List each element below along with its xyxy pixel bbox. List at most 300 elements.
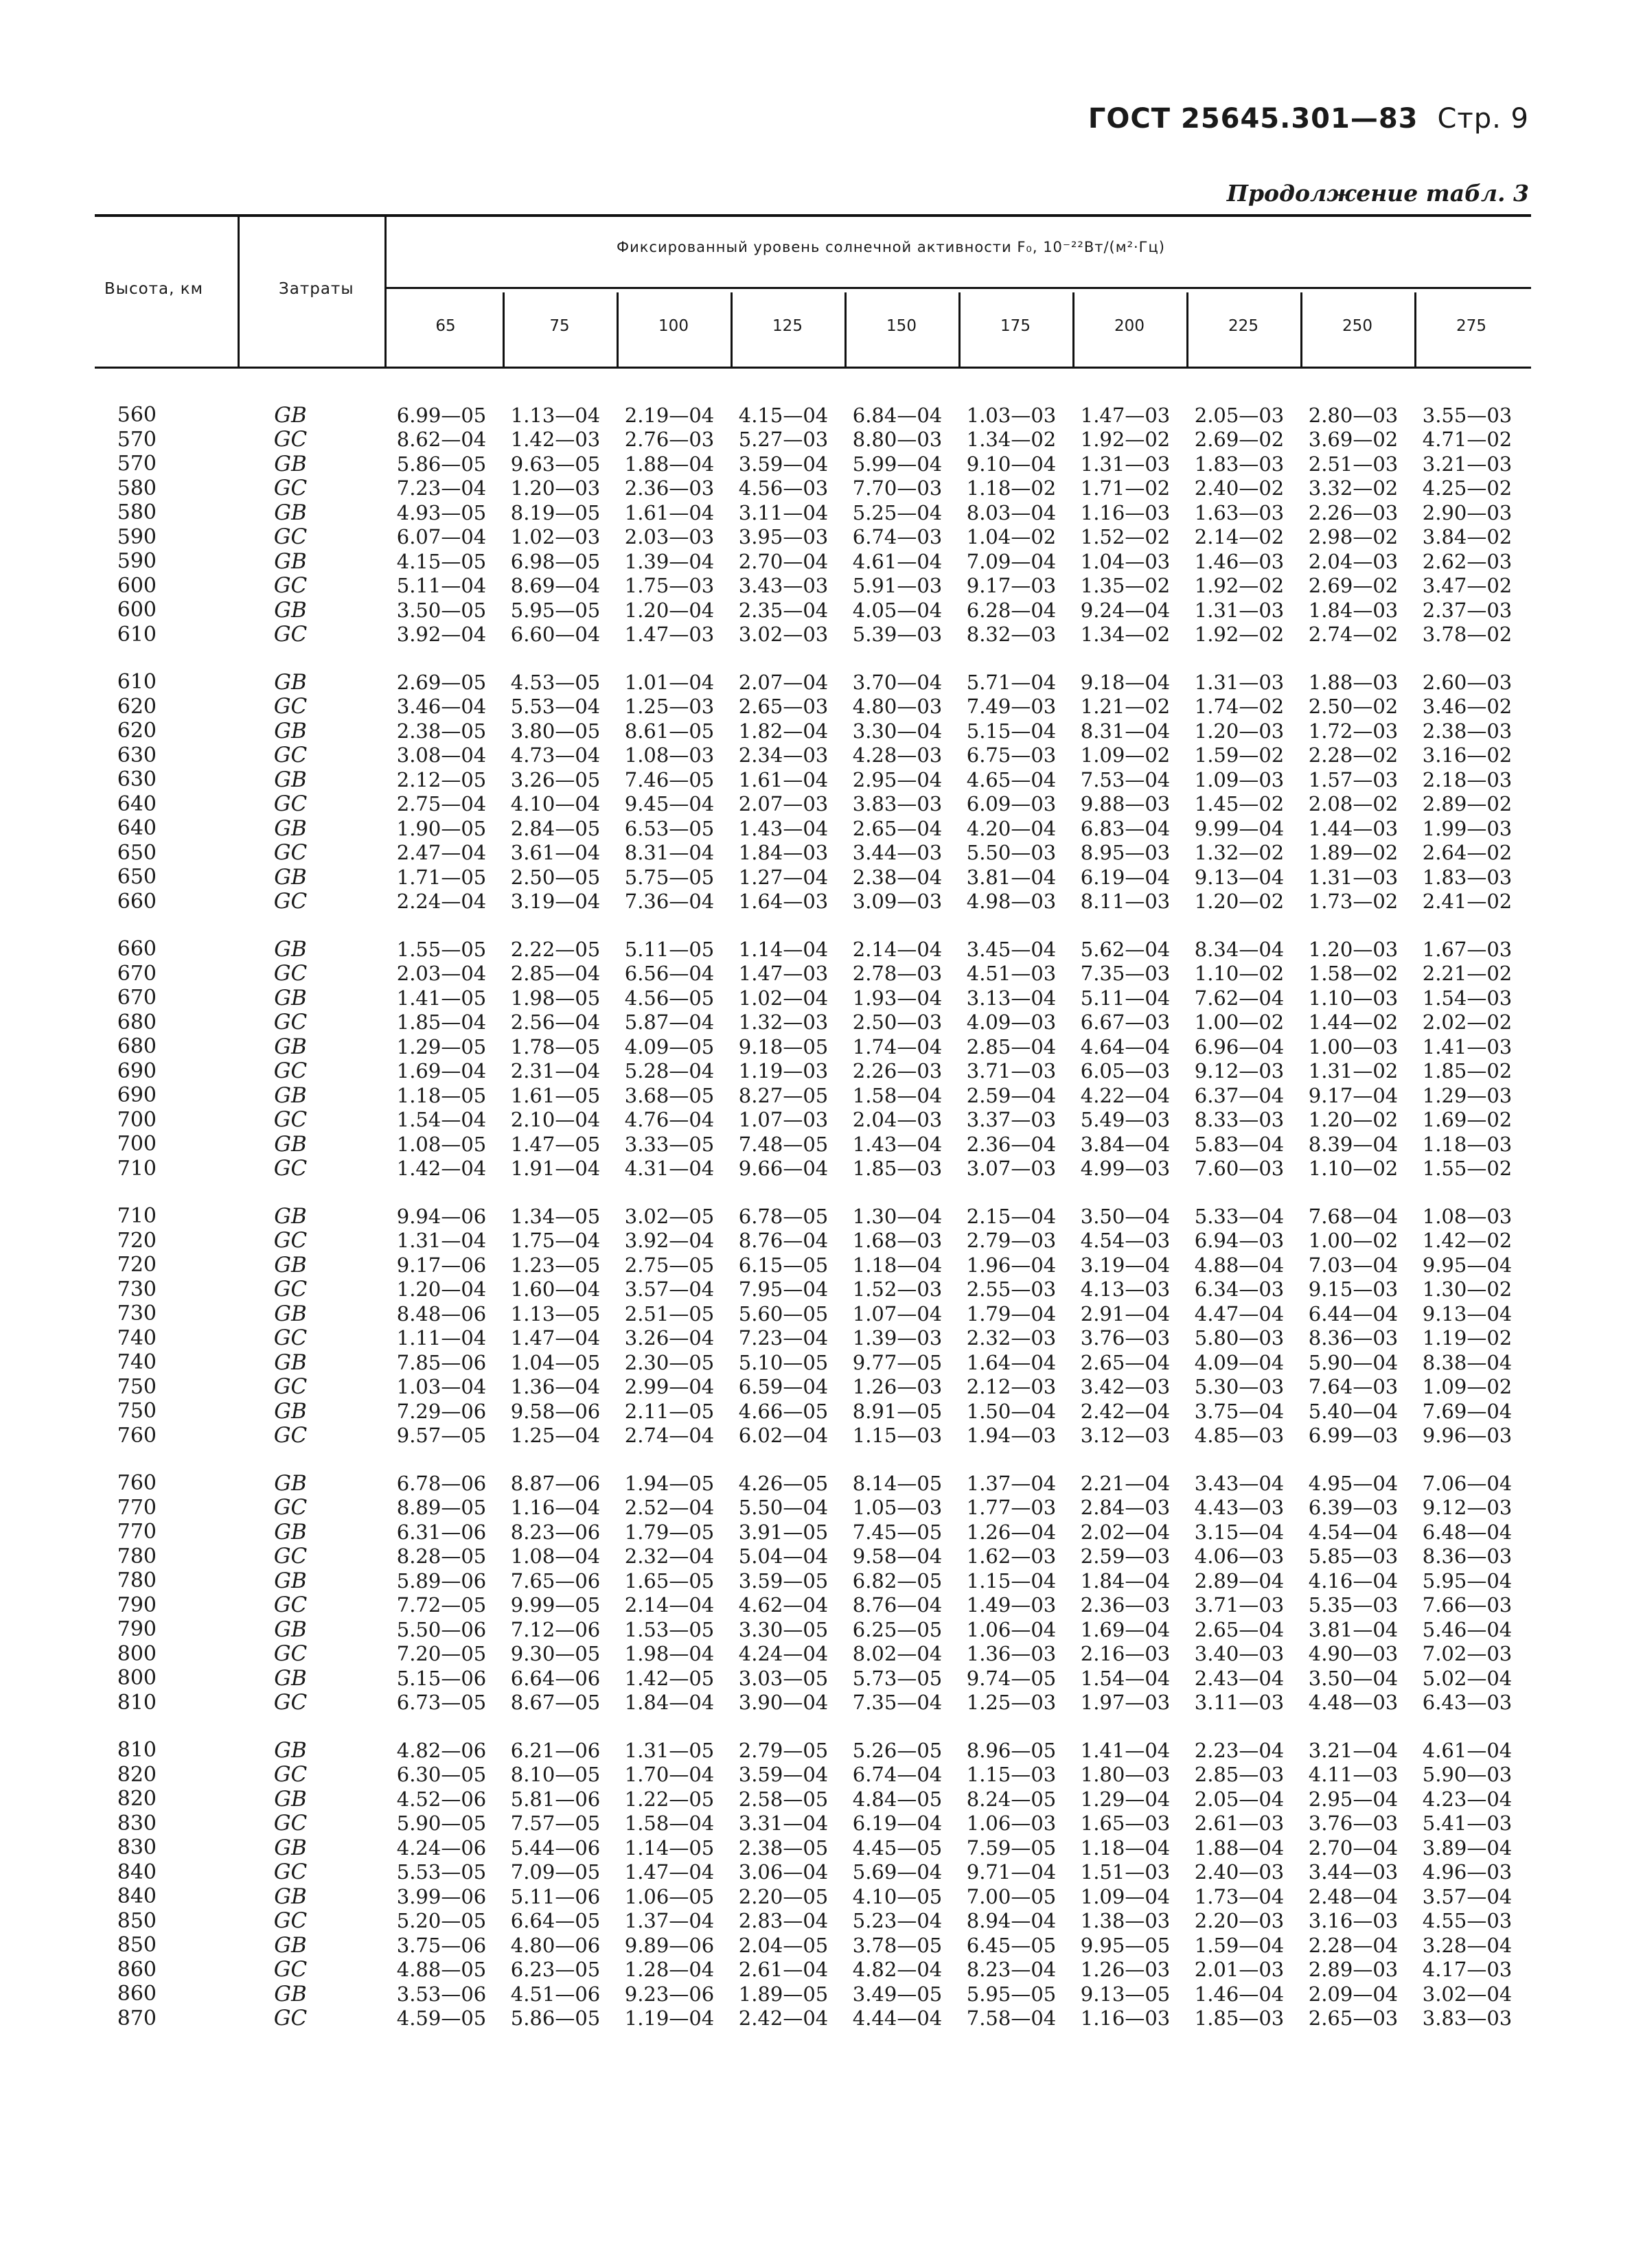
value-cell: 2.07—03 (738, 792, 829, 816)
table-row (95, 1301, 1531, 1326)
solar-activity-group-header: Фиксированный уровень солнечной активности F₀, 10⁻²²Вт/(м²·Гц) (617, 239, 1165, 255)
value-cell: 2.61—03 (1194, 1812, 1285, 1836)
value-cell: 5.95—05 (510, 598, 601, 622)
cost-cell: GC (273, 1228, 308, 1253)
cost-cell: GB (274, 767, 307, 792)
value-cell: 4.15—04 (738, 403, 829, 427)
value-cell: 3.59—04 (738, 1763, 829, 1787)
value-cell: 4.09—03 (966, 1010, 1057, 1034)
value-cell: 1.20—03 (1194, 719, 1285, 743)
value-cell: 1.58—02 (1308, 962, 1399, 986)
cost-cell: GB (274, 1470, 307, 1496)
value-cell: 7.46—05 (624, 767, 715, 791)
altitude-cell: 850 (117, 1908, 157, 1933)
altitude-cell: 560 (117, 403, 157, 428)
value-cell: 1.20—03 (1308, 937, 1399, 961)
value-cell: 5.23—04 (852, 1909, 943, 1933)
value-cell: 2.15—04 (966, 1204, 1057, 1228)
table-row (95, 937, 1531, 962)
cost-cell: GB (274, 597, 307, 623)
value-cell: 7.59—05 (966, 1836, 1057, 1860)
value-cell: 2.03—03 (624, 525, 715, 549)
value-cell: 5.50—06 (396, 1617, 487, 1641)
value-cell: 1.20—02 (1308, 1108, 1399, 1132)
value-cell: 6.43—03 (1422, 1691, 1513, 1715)
header-tick (1300, 292, 1302, 367)
altitude-cell: 660 (117, 889, 157, 914)
value-cell: 1.90—05 (396, 816, 487, 840)
value-cell: 1.74—04 (852, 1034, 943, 1058)
value-cell: 4.25—02 (1422, 476, 1513, 500)
value-cell: 4.55—03 (1422, 1909, 1513, 1933)
value-cell: 3.40—03 (1194, 1642, 1285, 1666)
value-cell: 7.57—05 (510, 1812, 601, 1836)
value-cell: 8.95—03 (1080, 841, 1171, 865)
value-cell: 1.32—02 (1194, 841, 1285, 865)
flux-level-header: 225 (1228, 317, 1259, 335)
altitude-column-header: Высота, км (104, 280, 204, 298)
value-cell: 1.41—04 (1080, 1738, 1171, 1762)
value-cell: 6.05—03 (1080, 1059, 1171, 1083)
value-cell: 1.57—03 (1308, 767, 1399, 791)
value-cell: 6.02—04 (738, 1424, 829, 1448)
value-cell: 3.21—04 (1308, 1738, 1399, 1762)
header-tick (617, 292, 619, 367)
value-cell: 3.43—03 (738, 574, 829, 598)
value-cell: 7.03—04 (1308, 1253, 1399, 1277)
cost-cell: GB (274, 864, 307, 890)
header-tick (958, 292, 961, 367)
header-divider (238, 217, 240, 367)
value-cell: 2.74—02 (1308, 623, 1399, 647)
value-cell: 2.38—05 (738, 1836, 829, 1860)
table-row (95, 1958, 1531, 1982)
value-cell: 7.60—03 (1194, 1157, 1285, 1181)
value-cell: 4.90—03 (1308, 1642, 1399, 1666)
value-cell: 1.43—04 (852, 1132, 943, 1156)
value-cell: 6.99—05 (396, 403, 487, 427)
value-cell: 9.95—04 (1422, 1253, 1513, 1277)
value-cell: 1.26—04 (966, 1520, 1057, 1544)
value-cell: 1.09—02 (1080, 743, 1171, 767)
page-header (1088, 103, 1529, 135)
value-cell: 6.21—06 (510, 1738, 601, 1762)
cost-cell: GB (274, 451, 307, 476)
altitude-cell: 710 (117, 1204, 157, 1229)
value-cell: 2.89—04 (1194, 1569, 1285, 1593)
value-cell: 1.89—02 (1308, 841, 1399, 865)
table-row (95, 695, 1531, 719)
value-cell: 1.71—02 (1080, 476, 1171, 500)
value-cell: 1.96—04 (966, 1253, 1057, 1277)
table-row (95, 670, 1531, 695)
altitude-cell: 600 (117, 573, 157, 598)
value-cell: 9.71—04 (966, 1860, 1057, 1884)
value-cell: 5.49—03 (1080, 1108, 1171, 1132)
value-cell: 6.67—03 (1080, 1010, 1171, 1034)
value-cell: 3.61—04 (510, 841, 601, 865)
value-cell: 9.95—05 (1080, 1933, 1171, 1957)
value-cell: 1.83—03 (1194, 452, 1285, 476)
cost-cell: GB (274, 1519, 307, 1544)
value-cell: 7.35—03 (1080, 962, 1171, 986)
cost-cell: GB (274, 1252, 307, 1277)
value-cell: 5.10—05 (738, 1350, 829, 1374)
cost-cell: GB (274, 1398, 307, 1424)
altitude-cell: 620 (117, 719, 157, 743)
cost-cell: GC (273, 840, 308, 866)
value-cell: 8.69—04 (510, 574, 601, 598)
value-cell: 4.48—03 (1308, 1691, 1399, 1715)
cost-cell: GC (273, 1544, 308, 1569)
value-cell: 6.19—04 (852, 1812, 943, 1836)
value-cell: 8.02—04 (852, 1642, 943, 1666)
value-cell: 5.53—04 (510, 695, 601, 719)
value-cell: 6.75—03 (966, 743, 1057, 767)
value-cell: 2.14—04 (852, 937, 943, 961)
value-cell: 1.85—03 (1194, 2006, 1285, 2030)
value-cell: 4.10—05 (852, 1884, 943, 1908)
value-cell: 9.77—05 (852, 1350, 943, 1374)
value-cell: 2.32—04 (624, 1544, 715, 1569)
table-row (95, 1569, 1531, 1593)
value-cell: 6.78—06 (396, 1471, 487, 1495)
value-cell: 5.87—04 (624, 1010, 715, 1034)
value-cell: 4.54—03 (1080, 1229, 1171, 1253)
value-cell: 2.28—04 (1308, 1933, 1399, 1957)
table-row (95, 1666, 1531, 1691)
value-cell: 8.32—03 (966, 623, 1057, 647)
value-cell: 3.70—04 (852, 670, 943, 694)
cost-cell: GB (274, 815, 307, 841)
value-cell: 4.54—04 (1308, 1520, 1399, 1544)
value-cell: 2.79—03 (966, 1229, 1057, 1253)
value-cell: 3.19—04 (510, 890, 601, 914)
cost-cell: GC (273, 1860, 308, 1885)
value-cell: 4.95—04 (1308, 1471, 1399, 1495)
cost-cell: GC (273, 1326, 308, 1351)
value-cell: 9.63—05 (510, 452, 601, 476)
value-cell: 4.24—06 (396, 1836, 487, 1860)
value-cell: 2.76—03 (624, 428, 715, 452)
value-cell: 3.49—05 (852, 1982, 943, 2006)
value-cell: 1.53—05 (624, 1617, 715, 1641)
value-cell: 6.39—03 (1308, 1496, 1399, 1520)
value-cell: 2.65—03 (738, 695, 829, 719)
value-cell: 3.68—05 (624, 1083, 715, 1107)
value-cell: 1.44—03 (1308, 816, 1399, 840)
value-cell: 4.98—03 (966, 890, 1057, 914)
table-row (95, 525, 1531, 550)
altitude-cell: 820 (117, 1787, 157, 1812)
value-cell: 2.75—04 (396, 792, 487, 816)
table-body (95, 403, 1531, 2030)
value-cell: 2.95—04 (852, 767, 943, 791)
value-cell: 2.65—03 (1308, 2006, 1399, 2030)
value-cell: 3.46—02 (1422, 695, 1513, 719)
value-cell: 9.15—03 (1308, 1277, 1399, 1301)
value-cell: 5.95—05 (966, 1982, 1057, 2006)
altitude-cell: 670 (117, 961, 157, 986)
header-tick (844, 292, 847, 367)
altitude-cell: 580 (117, 476, 157, 500)
value-cell: 1.82—04 (738, 719, 829, 743)
value-cell: 2.89—03 (1308, 1958, 1399, 1982)
value-cell: 2.65—04 (1080, 1350, 1171, 1374)
cost-cell: GB (274, 718, 307, 743)
value-cell: 1.20—04 (624, 598, 715, 622)
value-cell: 3.78—02 (1422, 623, 1513, 647)
header-tick (1072, 292, 1074, 367)
value-cell: 3.89—04 (1422, 1836, 1513, 1860)
value-cell: 4.09—05 (624, 1034, 715, 1058)
altitude-cell: 830 (117, 1811, 157, 1836)
altitude-cell: 610 (117, 622, 157, 647)
value-cell: 8.14—05 (852, 1471, 943, 1495)
table-row (95, 767, 1531, 792)
value-cell: 1.06—04 (966, 1617, 1057, 1641)
value-cell: 7.48—05 (738, 1132, 829, 1156)
value-cell: 1.38—03 (1080, 1909, 1171, 1933)
table-row (95, 1229, 1531, 1253)
value-cell: 2.36—03 (624, 476, 715, 500)
cost-cell: GC (273, 1495, 308, 1520)
value-cell: 1.31—03 (1308, 865, 1399, 889)
value-cell: 2.28—02 (1308, 743, 1399, 767)
value-cell: 6.82—05 (852, 1569, 943, 1593)
value-cell: 1.83—03 (1422, 865, 1513, 889)
value-cell: 2.10—04 (510, 1108, 601, 1132)
value-cell: 1.22—05 (624, 1787, 715, 1811)
value-cell: 1.02—04 (738, 986, 829, 1010)
value-cell: 1.07—04 (852, 1301, 943, 1326)
value-cell: 1.18—04 (852, 1253, 943, 1277)
value-cell: 1.79—05 (624, 1520, 715, 1544)
value-cell: 3.90—04 (738, 1691, 829, 1715)
value-cell: 2.52—04 (624, 1496, 715, 1520)
value-cell: 1.37—04 (624, 1909, 715, 1933)
value-cell: 5.04—04 (738, 1544, 829, 1569)
table-row (95, 1132, 1531, 1157)
value-cell: 1.63—03 (1194, 500, 1285, 524)
value-cell: 7.72—05 (396, 1593, 487, 1617)
value-cell: 4.09—04 (1194, 1350, 1285, 1374)
value-cell: 2.22—05 (510, 937, 601, 961)
table-row (95, 890, 1531, 914)
value-cell: 9.18—05 (738, 1034, 829, 1058)
value-cell: 1.10—02 (1194, 962, 1285, 986)
value-cell: 1.98—05 (510, 986, 601, 1010)
value-cell: 4.26—05 (738, 1471, 829, 1495)
value-cell: 3.50—04 (1308, 1666, 1399, 1690)
cost-cell: GB (274, 1737, 307, 1763)
value-cell: 3.91—05 (738, 1520, 829, 1544)
value-cell: 6.56—04 (624, 962, 715, 986)
cost-cell: GC (273, 694, 308, 719)
table-row (95, 476, 1531, 501)
altitude-cell: 760 (117, 1423, 157, 1448)
value-cell: 1.94—03 (966, 1424, 1057, 1448)
value-cell: 4.17—03 (1422, 1958, 1513, 1982)
value-cell: 8.23—06 (510, 1520, 601, 1544)
value-cell: 1.25—04 (510, 1424, 601, 1448)
value-cell: 6.53—05 (624, 816, 715, 840)
table-row (95, 1083, 1531, 1108)
altitude-cell: 630 (117, 767, 157, 792)
value-cell: 2.62—03 (1422, 549, 1513, 573)
value-cell: 1.02—03 (510, 525, 601, 549)
cost-cell: GC (273, 1908, 308, 1934)
value-cell: 3.47—02 (1422, 574, 1513, 598)
value-cell: 2.02—02 (1422, 1010, 1513, 1034)
value-cell: 5.41—03 (1422, 1812, 1513, 1836)
value-cell: 1.88—04 (624, 452, 715, 476)
value-cell: 1.75—03 (624, 574, 715, 598)
altitude-cell: 820 (117, 1762, 157, 1787)
value-cell: 8.67—05 (510, 1691, 601, 1715)
value-cell: 2.47—04 (396, 841, 487, 865)
value-cell: 6.37—04 (1194, 1083, 1285, 1107)
value-cell: 5.30—03 (1194, 1375, 1285, 1399)
value-cell: 6.28—04 (966, 598, 1057, 622)
flux-level-header: 275 (1456, 317, 1486, 335)
value-cell: 1.58—04 (624, 1812, 715, 1836)
value-cell: 8.38—04 (1422, 1350, 1513, 1374)
altitude-cell: 620 (117, 694, 157, 719)
value-cell: 4.82—06 (396, 1738, 487, 1762)
altitude-cell: 720 (117, 1253, 157, 1277)
flux-level-header: 75 (549, 317, 570, 335)
table-row (95, 719, 1531, 743)
value-cell: 3.06—04 (738, 1860, 829, 1884)
value-cell: 1.06—03 (966, 1812, 1057, 1836)
value-cell: 2.04—03 (1308, 549, 1399, 573)
value-cell: 1.00—02 (1308, 1229, 1399, 1253)
value-cell: 7.70—03 (852, 476, 943, 500)
table-row (95, 1059, 1531, 1084)
value-cell: 1.16—03 (1080, 500, 1171, 524)
value-cell: 2.85—03 (1194, 1763, 1285, 1787)
value-cell: 1.50—04 (966, 1399, 1057, 1423)
value-cell: 4.61—04 (1422, 1738, 1513, 1762)
table-row (95, 1399, 1531, 1424)
value-cell: 4.80—06 (510, 1933, 601, 1957)
altitude-cell: 640 (117, 816, 157, 841)
value-cell: 2.89—02 (1422, 792, 1513, 816)
value-cell: 2.14—04 (624, 1593, 715, 1617)
value-cell: 9.66—04 (738, 1157, 829, 1181)
value-cell: 2.26—03 (1308, 500, 1399, 524)
table-row (95, 403, 1531, 428)
value-cell: 3.78—05 (852, 1933, 943, 1957)
value-cell: 1.11—04 (396, 1326, 487, 1350)
cost-cell: GC (273, 889, 308, 914)
cost-cell: GB (274, 669, 307, 695)
value-cell: 1.73—04 (1194, 1884, 1285, 1908)
altitude-cell: 600 (117, 598, 157, 623)
value-cell: 1.55—05 (396, 937, 487, 961)
cost-cell: GB (274, 402, 307, 428)
value-cell: 4.22—04 (1080, 1083, 1171, 1107)
cost-cell: GB (274, 1203, 307, 1229)
value-cell: 3.42—03 (1080, 1375, 1171, 1399)
cost-cell: GB (274, 936, 307, 962)
value-cell: 2.04—05 (738, 1933, 829, 1957)
table-row (95, 816, 1531, 841)
value-cell: 1.71—05 (396, 865, 487, 889)
cost-cell: GB (274, 1131, 307, 1157)
cost-cell: GC (273, 1156, 308, 1181)
value-cell: 1.61—05 (510, 1083, 601, 1107)
value-cell: 2.50—05 (510, 865, 601, 889)
value-cell: 5.73—05 (852, 1666, 943, 1690)
value-cell: 5.44—06 (510, 1836, 601, 1860)
value-cell: 9.12—03 (1194, 1059, 1285, 1083)
value-cell: 6.31—06 (396, 1520, 487, 1544)
value-cell: 2.75—05 (624, 1253, 715, 1277)
flux-level-header: 150 (886, 317, 917, 335)
table-row (95, 452, 1531, 476)
cost-cell: GC (273, 961, 308, 986)
value-cell: 5.83—04 (1194, 1132, 1285, 1156)
value-cell: 6.25—05 (852, 1617, 943, 1641)
value-cell: 7.66—03 (1422, 1593, 1513, 1617)
value-cell: 2.32—03 (966, 1326, 1057, 1350)
value-cell: 2.69—05 (396, 670, 487, 694)
value-cell: 3.75—06 (396, 1933, 487, 1957)
value-cell: 1.23—05 (510, 1253, 601, 1277)
altitude-cell: 750 (117, 1374, 157, 1399)
value-cell: 2.37—03 (1422, 598, 1513, 622)
value-cell: 3.13—04 (966, 986, 1057, 1010)
value-cell: 1.69—04 (396, 1059, 487, 1083)
value-cell: 3.83—03 (852, 792, 943, 816)
value-cell: 6.74—04 (852, 1763, 943, 1787)
value-cell: 1.26—03 (852, 1375, 943, 1399)
value-cell: 1.35—02 (1080, 574, 1171, 598)
value-cell: 1.39—03 (852, 1326, 943, 1350)
value-cell: 1.47—03 (1080, 403, 1171, 427)
table-row (95, 1010, 1531, 1035)
value-cell: 1.47—04 (624, 1860, 715, 1884)
value-cell: 7.85—06 (396, 1350, 487, 1374)
value-cell: 5.33—04 (1194, 1204, 1285, 1228)
value-cell: 3.44—03 (852, 841, 943, 865)
value-cell: 1.27—04 (738, 865, 829, 889)
table-row (95, 865, 1531, 890)
value-cell: 1.36—04 (510, 1375, 601, 1399)
value-cell: 4.84—05 (852, 1787, 943, 1811)
value-cell: 6.07—04 (396, 525, 487, 549)
value-cell: 2.38—03 (1422, 719, 1513, 743)
altitude-cell: 640 (117, 791, 157, 816)
cost-cell: GB (274, 1301, 307, 1326)
value-cell: 4.51—06 (510, 1982, 601, 2006)
value-cell: 4.56—03 (738, 476, 829, 500)
value-cell: 9.23—06 (624, 1982, 715, 2006)
cost-cell: GB (274, 548, 307, 574)
altitude-cell: 610 (117, 670, 157, 695)
value-cell: 1.25—03 (624, 695, 715, 719)
value-cell: 5.86—05 (396, 452, 487, 476)
altitude-cell: 650 (117, 840, 157, 865)
value-cell: 9.57—05 (396, 1424, 487, 1448)
flux-level-header: 250 (1342, 317, 1372, 335)
value-cell: 1.88—04 (1194, 1836, 1285, 1860)
value-cell: 7.35—04 (852, 1691, 943, 1715)
value-cell: 1.21—02 (1080, 695, 1171, 719)
row-group (95, 1738, 1531, 2030)
